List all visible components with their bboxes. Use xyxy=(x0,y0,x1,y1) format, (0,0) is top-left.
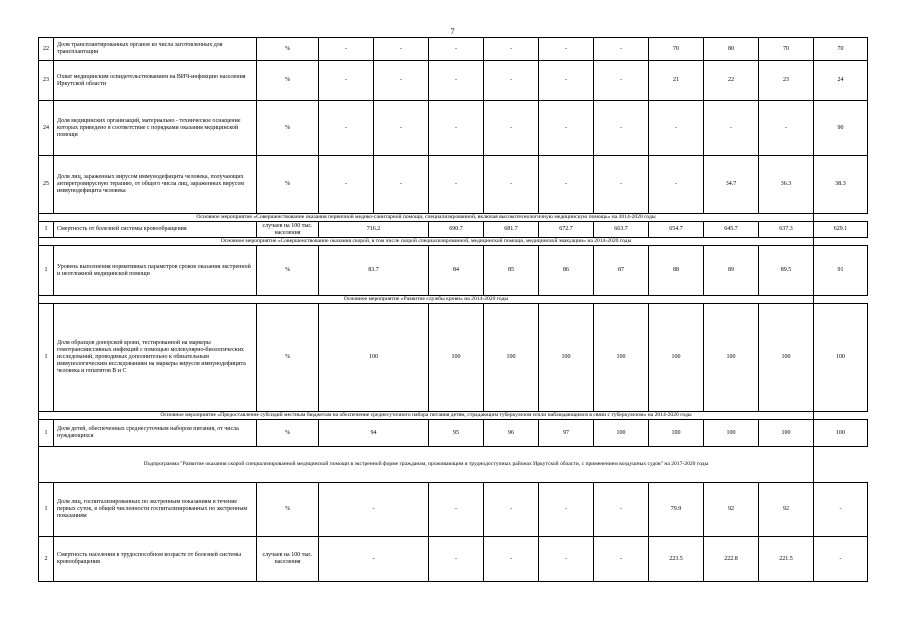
value-cell: - xyxy=(484,483,539,537)
row-number: 22 xyxy=(39,38,54,61)
value-cell: 85 xyxy=(484,246,539,296)
unit-cell: % xyxy=(257,483,319,537)
value-cell: 100 xyxy=(594,304,649,412)
indicator-name: Доля лиц, госпитализированных по экстренным показаниям в течение первых суток, в общей численности госпитализированных по экстренным показаниям xyxy=(54,483,257,537)
value-cell: 70 xyxy=(649,38,704,61)
value-cell: 100 xyxy=(704,304,759,412)
value-cell: - xyxy=(484,38,539,61)
value-cell: 100 xyxy=(649,304,704,412)
value-cell: - xyxy=(319,483,429,537)
value-cell: 222.8 xyxy=(704,537,759,582)
value-cell: - xyxy=(594,156,649,214)
value-cell: 100 xyxy=(649,420,704,447)
row-number: 1 xyxy=(39,246,54,296)
table-row xyxy=(39,304,868,412)
value-cell: 89 xyxy=(704,246,759,296)
value-cell: - xyxy=(429,156,484,214)
table-row xyxy=(39,61,868,101)
value-cell: - xyxy=(594,38,649,61)
value-cell: - xyxy=(539,101,594,156)
value-cell: - xyxy=(704,101,759,156)
value-cell: 22 xyxy=(704,61,759,101)
value-cell: - xyxy=(649,156,704,214)
value-cell: - xyxy=(374,101,429,156)
value-cell: 100 xyxy=(814,420,868,447)
value-cell: 80 xyxy=(704,38,759,61)
section-title: Основное мероприятие «Развитие службы крови» на 2014-2020 годы xyxy=(39,296,814,304)
value-cell: - xyxy=(374,61,429,101)
indicators-table xyxy=(38,37,868,582)
value-cell: - xyxy=(594,537,649,582)
value-cell: 36.3 xyxy=(759,156,814,214)
table-row xyxy=(39,101,868,156)
row-number: 1 xyxy=(39,222,54,238)
value-cell: - xyxy=(374,156,429,214)
value-cell: 100 xyxy=(429,304,484,412)
row-number: 2 xyxy=(39,537,54,582)
table-body xyxy=(39,38,868,582)
indicator-name: Охват медицинским освидетельствованием на ВИЧ-инфекцию населения Иркутской области xyxy=(54,61,257,101)
value-cell: 21 xyxy=(649,61,704,101)
row-number: 23 xyxy=(39,61,54,101)
table-row xyxy=(39,222,868,238)
value-cell: 38.3 xyxy=(814,156,868,214)
row-number: 1 xyxy=(39,420,54,447)
indicator-name: Доля лиц, зараженных вирусом иммунодефицита человека, получающих антиретровирусную терапию, от общего числа лиц, зараженных вирусом иммунодефицита человека xyxy=(54,156,257,214)
value-cell: - xyxy=(484,537,539,582)
value-cell: 100 xyxy=(759,304,814,412)
value-cell: - xyxy=(814,537,868,582)
value-cell: 79.9 xyxy=(649,483,704,537)
indicator-name: Уровень выполнения нормативных параметров сроков оказания экстренной и неотложной медицинской помощи xyxy=(54,246,257,296)
value-cell: 92 xyxy=(759,483,814,537)
value-cell: 654.7 xyxy=(649,222,704,238)
value-cell: 645.7 xyxy=(704,222,759,238)
value-cell: 716.2 xyxy=(319,222,429,238)
value-cell: - xyxy=(319,61,374,101)
table-row xyxy=(39,420,868,447)
value-cell: 86 xyxy=(539,246,594,296)
value-cell: 88 xyxy=(649,246,704,296)
unit-cell: % xyxy=(257,61,319,101)
indicator-name: Доля трансплантированных органов из числа заготовленных для трансплантации xyxy=(54,38,257,61)
value-cell: 24 xyxy=(814,61,868,101)
section-header-row xyxy=(39,412,868,420)
value-cell: - xyxy=(539,483,594,537)
value-cell: - xyxy=(484,156,539,214)
value-cell: 663.7 xyxy=(594,222,649,238)
value-cell: - xyxy=(319,537,429,582)
value-cell: 100 xyxy=(539,304,594,412)
value-cell: - xyxy=(319,38,374,61)
value-cell: 83.7 xyxy=(319,246,429,296)
value-cell: - xyxy=(539,38,594,61)
section-header-row xyxy=(39,296,868,304)
value-cell: 629.1 xyxy=(814,222,868,238)
value-cell: 92 xyxy=(704,483,759,537)
subprogram-title: Подпрограмма "Развитие оказания скорой специализированной медицинской помощи в экстренной форме гражданам, проживающим в труднодоступных районах Иркутской области, с применением воздушных судов" на 2017-2020 годы xyxy=(39,447,814,483)
value-cell: 100 xyxy=(319,304,429,412)
value-cell: 223.5 xyxy=(649,537,704,582)
unit-cell: % xyxy=(257,420,319,447)
value-cell: 97 xyxy=(539,420,594,447)
section-title: Основное мероприятие «Совершенствование оказания скорой, в том числе скорой специализированной, медицинской помощи, медицинской эвакуации» на 2014-2020 годы xyxy=(39,238,814,246)
value-cell: 100 xyxy=(594,420,649,447)
indicator-name: Доля медицинских организаций, материально - техническое оснащение которых приведено в соответствие с порядками оказания медицинской помощи xyxy=(54,101,257,156)
value-cell: - xyxy=(539,61,594,101)
unit-cell: % xyxy=(257,156,319,214)
page-number: 7 xyxy=(450,27,455,36)
section-header-row xyxy=(39,238,868,246)
section-header-row xyxy=(39,214,868,222)
value-cell: 100 xyxy=(484,304,539,412)
table-row xyxy=(39,156,868,214)
value-cell: - xyxy=(374,38,429,61)
value-cell: 70 xyxy=(759,38,814,61)
value-cell: - xyxy=(649,101,704,156)
table-row xyxy=(39,38,868,61)
unit-cell: случаев на 100 тыс. населения xyxy=(257,537,319,582)
value-cell: - xyxy=(594,101,649,156)
value-cell: - xyxy=(484,61,539,101)
value-cell: - xyxy=(429,61,484,101)
value-cell: - xyxy=(594,61,649,101)
value-cell: 94 xyxy=(319,420,429,447)
value-cell: 70 xyxy=(814,38,868,61)
value-cell: 91 xyxy=(814,246,868,296)
value-cell: - xyxy=(429,483,484,537)
value-cell: 672.7 xyxy=(539,222,594,238)
value-cell: 100 xyxy=(704,420,759,447)
indicator-name: Доля образцов донорской крови, тестированной на маркеры гемотрансмиссивных инфекций с помощью молекулярно-биологических исследований, проводимых дополнительно к обязательным иммунологическим исследованиям на маркеры вирусов иммунодефицита человека и гепатитов В и С xyxy=(54,304,257,412)
value-cell: 100 xyxy=(814,304,868,412)
value-cell: - xyxy=(319,156,374,214)
unit-cell: % xyxy=(257,304,319,412)
value-cell: - xyxy=(319,101,374,156)
unit-cell: % xyxy=(257,101,319,156)
value-cell: - xyxy=(539,537,594,582)
table-row xyxy=(39,246,868,296)
row-number: 25 xyxy=(39,156,54,214)
section-title: Основное мероприятие «Совершенствование оказания первичной медико-санитарной помощи, специализированной, включая высокотехнологичную медицинскую помощь» на 2014-2020 годы xyxy=(39,214,814,222)
value-cell: - xyxy=(539,156,594,214)
value-cell: 690.7 xyxy=(429,222,484,238)
value-cell: 637.3 xyxy=(759,222,814,238)
value-cell: - xyxy=(429,38,484,61)
value-cell: 95 xyxy=(429,420,484,447)
value-cell: 89.5 xyxy=(759,246,814,296)
row-number: 1 xyxy=(39,304,54,412)
indicator-name: Доля детей, обеспеченных среднесуточным набором питания, от числа нуждающихся xyxy=(54,420,257,447)
value-cell: 96 xyxy=(484,420,539,447)
subprogram-header-row xyxy=(39,447,868,483)
value-cell: 34.7 xyxy=(704,156,759,214)
row-number: 24 xyxy=(39,101,54,156)
row-number: 1 xyxy=(39,483,54,537)
value-cell: - xyxy=(594,483,649,537)
table-row xyxy=(39,537,868,582)
indicator-name: Смертность от болезней системы кровообращения xyxy=(54,222,257,238)
indicator-name: Смертность населения в трудоспособном возрасте от болезней системы кровообращения xyxy=(54,537,257,582)
value-cell: - xyxy=(759,101,814,156)
unit-cell: % xyxy=(257,38,319,61)
value-cell: - xyxy=(484,101,539,156)
value-cell: 221.5 xyxy=(759,537,814,582)
table-row xyxy=(39,483,868,537)
value-cell: 84 xyxy=(429,246,484,296)
value-cell: 100 xyxy=(759,420,814,447)
value-cell: - xyxy=(429,101,484,156)
value-cell: - xyxy=(814,483,868,537)
value-cell: 23 xyxy=(759,61,814,101)
unit-cell: случаев на 100 тыс. населения xyxy=(257,222,319,238)
value-cell: 87 xyxy=(594,246,649,296)
value-cell: 90 xyxy=(814,101,868,156)
section-title: Основное мероприятие «Предоставление субсидий местным бюджетам на обеспечение среднесуточного набора питания детям, страдающим туберкулезом и/или наблюдающимся в связи с туберкулезом» на 2014-2020 годы xyxy=(39,412,814,420)
unit-cell: % xyxy=(257,246,319,296)
value-cell: 681.7 xyxy=(484,222,539,238)
value-cell: - xyxy=(429,537,484,582)
